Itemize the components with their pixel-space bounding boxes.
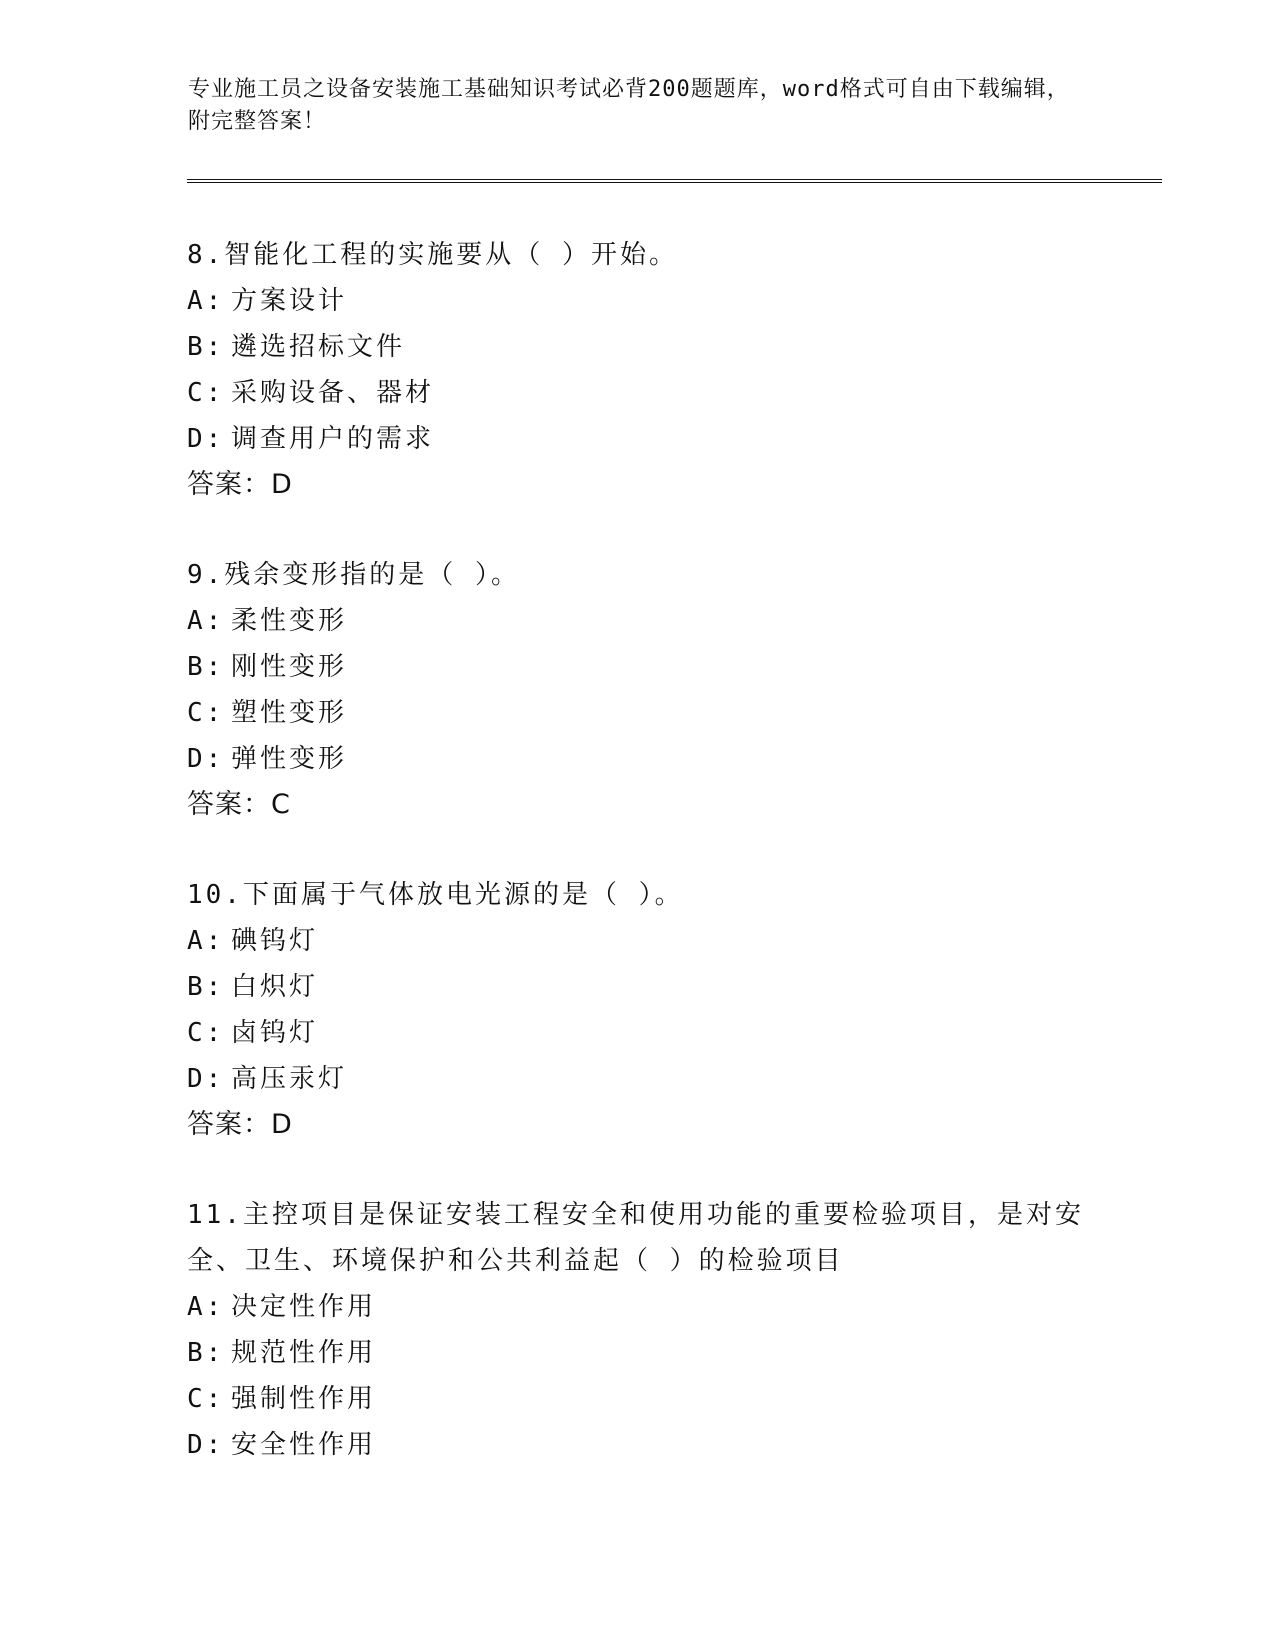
question-stem: 11.主控项目是保证安装工程安全和使用功能的重要检验项目，是对安全、卫生、环境保护和公共利益起（ ）的检验项目: [187, 1200, 1084, 1276]
option-c: [187, 370, 1087, 416]
option-letter: B:: [187, 652, 225, 682]
question-list: [187, 232, 1087, 1512]
option-letter: A:: [187, 926, 225, 956]
option-letter: C:: [187, 378, 225, 408]
option-letter: C:: [187, 1018, 225, 1048]
answer-line: 答案：C: [187, 789, 291, 820]
option-letter: C:: [187, 698, 225, 728]
option-text: 调查用户的需求: [231, 424, 435, 454]
option-d: [187, 1422, 1087, 1468]
question-10: [187, 872, 1087, 1148]
question-stem: 10.下面属于气体放电光源的是（ ）。: [187, 880, 684, 910]
question-11: [187, 1192, 1087, 1468]
option-b: [187, 964, 1087, 1010]
option-text: 高压汞灯: [231, 1064, 348, 1094]
option-b: [187, 1330, 1087, 1376]
option-a: [187, 278, 1087, 324]
option-letter: D:: [187, 1430, 225, 1460]
option-text: 白炽灯: [231, 972, 319, 1002]
option-b: [187, 644, 1087, 690]
option-text: 碘钨灯: [231, 926, 319, 956]
option-d: [187, 416, 1087, 462]
option-letter: A:: [187, 1292, 225, 1322]
option-text: 塑性变形: [231, 698, 348, 728]
document-header: [188, 74, 1088, 138]
option-text: 强制性作用: [231, 1384, 377, 1414]
option-letter: D:: [187, 1064, 225, 1094]
option-letter: D:: [187, 424, 225, 454]
option-a: [187, 1284, 1087, 1330]
option-letter: B:: [187, 332, 225, 362]
option-letter: B:: [187, 1338, 225, 1368]
option-text: 决定性作用: [231, 1292, 377, 1322]
question-stem: 8.智能化工程的实施要从（ ）开始。: [187, 240, 678, 270]
option-text: 规范性作用: [231, 1338, 377, 1368]
option-text: 方案设计: [231, 286, 348, 316]
option-b: [187, 324, 1087, 370]
option-c: [187, 1010, 1087, 1056]
option-text: 卤钨灯: [231, 1018, 319, 1048]
option-text: 采购设备、器材: [231, 378, 435, 408]
option-letter: A:: [187, 606, 225, 636]
option-a: [187, 598, 1087, 644]
question-stem: 9.残余变形指的是（ ）。: [187, 560, 520, 590]
option-text: 弹性变形: [231, 744, 348, 774]
option-c: [187, 1376, 1087, 1422]
option-letter: A:: [187, 286, 225, 316]
option-d: [187, 736, 1087, 782]
option-text: 柔性变形: [231, 606, 348, 636]
header-double-rule: [187, 179, 1162, 183]
option-d: [187, 1056, 1087, 1102]
header-title: 专业施工员之设备安装施工基础知识考试必背200题题库，word格式可自由下载编辑，附完整答案！: [188, 77, 1070, 134]
option-letter: C:: [187, 1384, 225, 1414]
answer-line: 答案：D: [187, 469, 293, 500]
question-9: [187, 552, 1087, 828]
option-text: 刚性变形: [231, 652, 348, 682]
answer-line: 答案：D: [187, 1109, 293, 1140]
option-letter: B:: [187, 972, 225, 1002]
option-text: 安全性作用: [231, 1430, 377, 1460]
option-a: [187, 918, 1087, 964]
option-c: [187, 690, 1087, 736]
option-letter: D:: [187, 744, 225, 774]
question-8: [187, 232, 1087, 508]
option-text: 遴选招标文件: [231, 332, 406, 362]
